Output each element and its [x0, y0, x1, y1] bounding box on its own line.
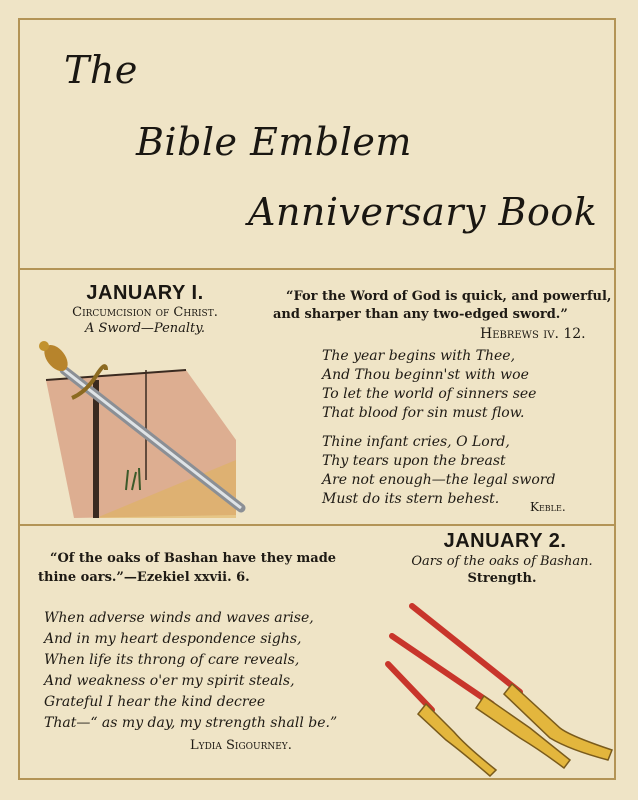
- entry1-subject: Circumcision of Christ.: [72, 305, 218, 320]
- entry1-quote-line1: “For the Word of God is quick, and powerful,: [286, 289, 612, 304]
- entry2-poem-line: When life its throng of care reveals,: [44, 652, 300, 668]
- sword-illustration: [36, 340, 246, 522]
- oar-2: [392, 636, 570, 768]
- entry2-emblem: Oars of the oaks of Bashan.: [411, 554, 593, 569]
- entry1-poem-line: To let the world of sinners see: [322, 386, 537, 402]
- entry1-poem-line: The year begins with Thee,: [322, 348, 516, 364]
- entry1-quote-line2: and sharper than any two-edged sword.”: [273, 307, 568, 322]
- entry2-quote-line2: thine oars.”—Ezekiel xxvii. 6.: [38, 570, 250, 585]
- entry1-poem-line: Thine infant cries, O Lord,: [322, 434, 510, 450]
- entry2-poem-line: And in my heart despondence sighs,: [44, 631, 302, 647]
- entry2-poem-line: When adverse winds and waves arise,: [44, 610, 314, 626]
- entry1-date: JANUARY I.: [86, 282, 204, 304]
- section-divider-middle: [18, 524, 616, 526]
- entry1-poem-line: Are not enough—the legal sword: [322, 472, 556, 488]
- entry2-meaning: Strength.: [467, 571, 537, 586]
- entry2-poem-line: That—“ as my day, my strength shall be.”: [44, 715, 338, 731]
- oars-illustration: [380, 600, 620, 778]
- oar-3: [388, 664, 496, 776]
- entry2-author: Lydia Sigourney.: [190, 738, 292, 753]
- section-divider-top: [18, 268, 616, 270]
- entry1-author: Keble.: [530, 500, 566, 514]
- title-line-1: The: [64, 48, 138, 92]
- entry1-poem-line: That blood for sin must flow.: [322, 405, 525, 421]
- entry2-poem-line: And weakness o'er my spirit steals,: [44, 673, 295, 689]
- entry1-reference: Hebrews iv. 12.: [480, 326, 586, 342]
- entry1-poem-line: And Thou beginn'st with woe: [322, 367, 529, 383]
- entry1-emblem: A Sword—Penalty.: [84, 321, 206, 336]
- entry2-quote-line1: “Of the oaks of Bashan have they made: [50, 551, 337, 566]
- entry2-poem-line: Grateful I hear the kind decree: [44, 694, 266, 710]
- entry1-poem-line: Must do its stern behest.: [322, 491, 500, 507]
- entry2-date: JANUARY 2.: [443, 530, 567, 552]
- title-line-3: Anniversary Book: [248, 190, 598, 234]
- title-line-2: Bible Emblem: [136, 120, 412, 164]
- entry1-poem-line: Thy tears upon the breast: [322, 453, 506, 469]
- pommel: [39, 341, 49, 351]
